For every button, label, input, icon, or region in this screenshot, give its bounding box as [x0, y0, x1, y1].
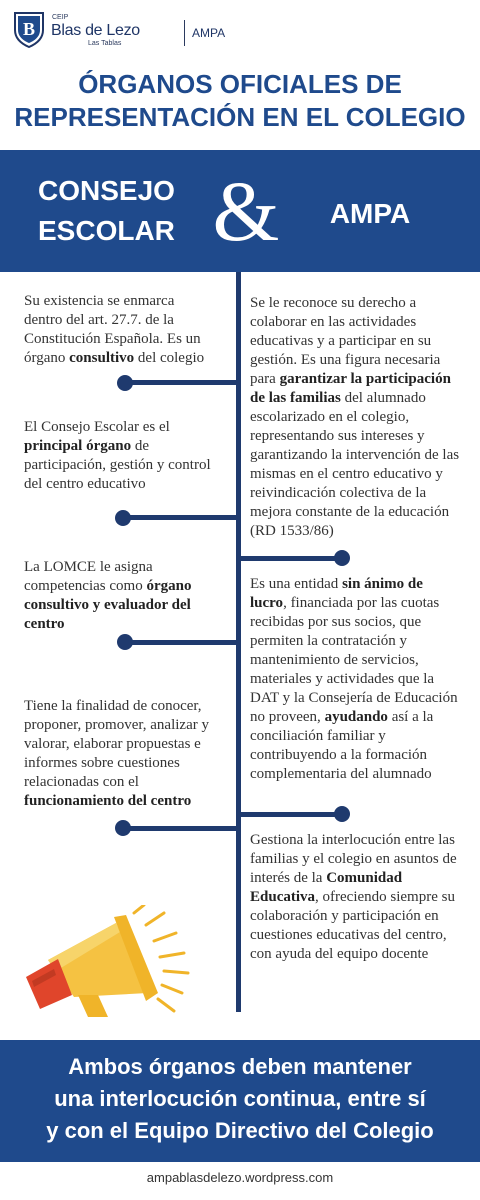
- ampa-text-2: Es una entidad sin ánimo de lucro, financiada por las cuotas recibidas por sus socios, que permiten la contratación y mantenimiento de servicios, materiales y actividades que la DAT y la Consejería de Educación no proveen, ayudando así a la conciliación familiar y contribuyendo a la formación complementaria del alumnado: [250, 576, 458, 782]
- timeline-dot-left-1: [117, 375, 133, 391]
- consejo-text-3: La LOMCE le asigna competencias como órgano consultivo y evaluador del centro: [24, 559, 192, 632]
- banner-left-line-1: CONSEJO: [38, 175, 175, 206]
- connector-left-2: [126, 515, 238, 520]
- banner-ampa: AMPA: [329, 198, 411, 229]
- timeline-dot-left-3: [117, 634, 133, 650]
- footer-line-1: Ambos órganos deben mantener: [68, 1054, 412, 1079]
- timeline-dot-left-4: [115, 820, 131, 836]
- timeline-dot-right-2: [334, 806, 350, 822]
- ampa-text-3: Gestiona la interlocución entre las familias y el colegio en asuntos de interés de la Comunidad Educativa, ofreciendo siempre su colaboración y participación en cuestiones educativas del centro, con ayuda del equipo docente: [250, 832, 457, 962]
- brand-subtitle: Las Tablas: [88, 40, 122, 47]
- school-shield-logo: [12, 10, 46, 48]
- banner-left-line-2: ESCOLAR: [38, 215, 175, 246]
- title-line-2: REPRESENTACIÓN EN EL COLEGIO: [14, 102, 466, 132]
- consejo-text-4: Tiene la finalidad de conocer, proponer, promover, analizar y valorar, elaborar propuestas e informes sobre cuestiones relacionadas con el funcionamiento del centro: [24, 698, 209, 809]
- consejo-text-2: El Consejo Escolar es el principal órgano de participación, gestión y control del centro educativo: [24, 419, 211, 492]
- banner-ampersand: &: [212, 163, 280, 259]
- connector-left-1: [126, 380, 238, 385]
- connector-left-3: [126, 640, 238, 645]
- footer-line-2: una interlocución continua, entre sí: [54, 1086, 426, 1111]
- brand-ampa: AMPA: [192, 26, 226, 40]
- connector-right-1: [238, 556, 340, 561]
- consejo-text-1: Su existencia se enmarca dentro del art. 27.7. de la Constitución Española. Es un órgano consultivo del colegio: [24, 293, 205, 366]
- title-line-1: ÓRGANOS OFICIALES DE: [78, 69, 402, 99]
- brand-small-text: CEIP: [52, 14, 69, 21]
- ampa-text-1: Se le reconoce su derecho a colaborar en las actividades educativas y a participar en su gestión. Es una figura necesaria para garantizar la participación de las familias del alumnado escolarizado en el colegio, representando sus intereses y garantizando la intervención de las mismas en el centro educativo y reivindicación colectiva de la mejora constante de la educación (RD 1533/86): [250, 295, 460, 539]
- timeline-dot-right-1: [334, 550, 350, 566]
- connector-right-2: [238, 812, 340, 817]
- footer-line-3: y con el Equipo Directivo del Colegio: [46, 1118, 434, 1143]
- connector-left-4: [126, 826, 238, 831]
- brand-divider: [184, 20, 185, 46]
- brand-name: Blas de Lezo: [51, 22, 140, 39]
- page-title: [0, 68, 480, 134]
- timeline-dot-left-2: [115, 510, 131, 526]
- banner-consejo-escolar: [38, 171, 208, 251]
- megaphone-icon: [16, 905, 191, 1020]
- svg-text:B: B: [22, 19, 36, 39]
- footer-message: [0, 1051, 480, 1147]
- website-link[interactable]: ampablasdelezo.wordpress.com: [146, 1170, 334, 1185]
